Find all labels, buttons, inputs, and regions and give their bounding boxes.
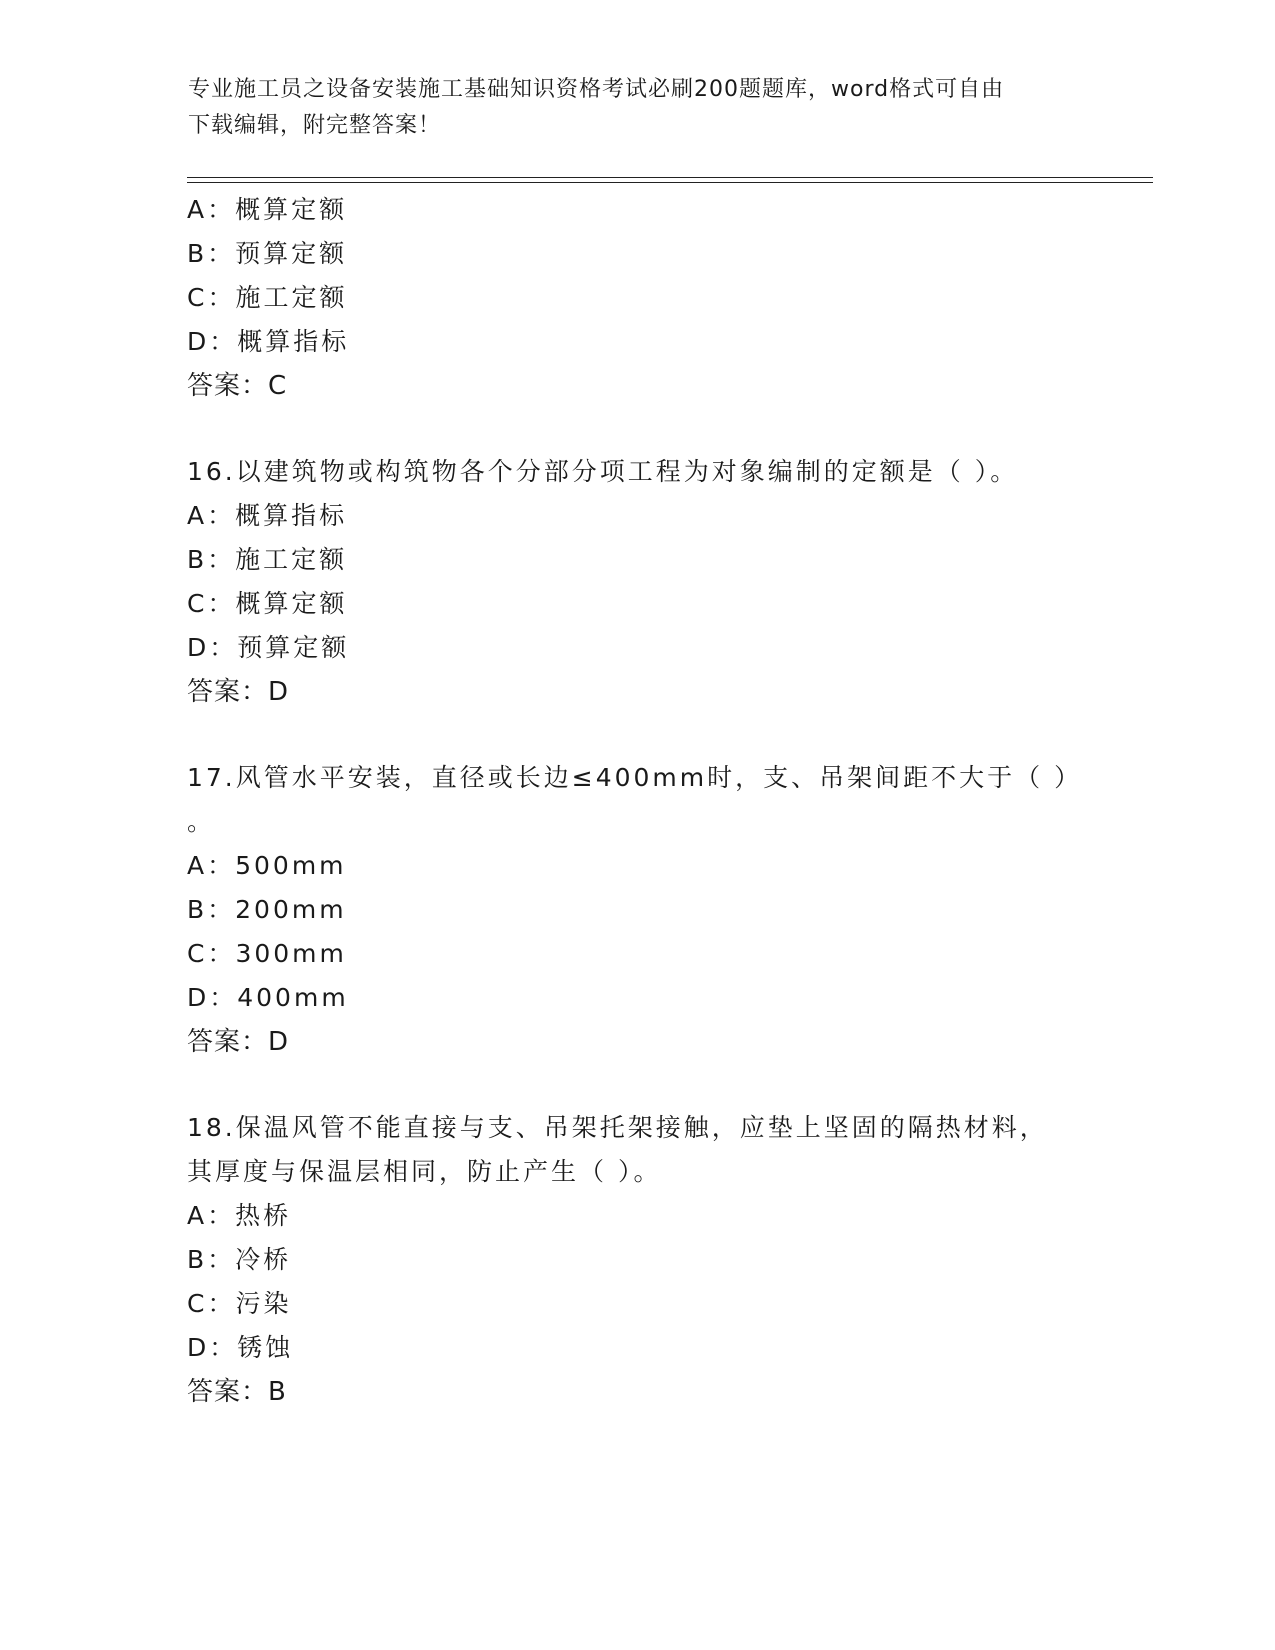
q18-option-a: A：热桥 [187, 1201, 292, 1230]
q16-question: 16.以建筑物或构筑物各个分部分项工程为对象编制的定额是（ ）。 [187, 457, 1019, 486]
q16-option-b: B：施工定额 [187, 545, 348, 574]
q18-answer: 答案：B [187, 1377, 287, 1407]
q18-option-b: B：冷桥 [187, 1245, 292, 1274]
q15-option-a: A：概算定额 [187, 195, 348, 224]
q15-option-d: D：概算指标 [187, 327, 350, 356]
q17-question-line-2: 。 [187, 807, 216, 836]
q17-option-b: B：200mm [187, 895, 347, 924]
q17-answer: 答案：D [187, 1027, 290, 1057]
header-line-2: 下载编辑，附完整答案！ [188, 113, 442, 138]
q15-answer: 答案：C [187, 371, 288, 401]
q16-answer: 答案：D [187, 677, 290, 707]
q15-option-c: C：施工定额 [187, 283, 348, 312]
header-line-1: 专业施工员之设备安装施工基础知识资格考试必刷200题题库，word格式可自由 [188, 77, 1005, 102]
q18-question-line-2: 其厚度与保温层相同，防止产生（ ）。 [187, 1157, 662, 1186]
q18-question-line-1: 18.保温风管不能直接与支、吊架托架接触，应垫上坚固的隔热材料， [187, 1113, 1048, 1142]
q17-option-a: A：500mm [187, 851, 347, 880]
header-rule-bottom [187, 182, 1153, 183]
q17-option-c: C：300mm [187, 939, 347, 968]
q18-option-c: C：污染 [187, 1289, 292, 1318]
header-rule-top [187, 177, 1153, 178]
q16-option-c: C：概算定额 [187, 589, 348, 618]
q17-option-d: D：400mm [187, 983, 349, 1012]
q17-question-line-1: 17.风管水平安装，直径或长边≤400mm时，支、吊架间距不大于（ ） [187, 763, 1083, 792]
q16-option-d: D：预算定额 [187, 633, 350, 662]
q16-option-a: A：概算指标 [187, 501, 348, 530]
q15-option-b: B：预算定额 [187, 239, 348, 268]
document-header [188, 72, 1088, 144]
q18-option-d: D：锈蚀 [187, 1333, 294, 1362]
